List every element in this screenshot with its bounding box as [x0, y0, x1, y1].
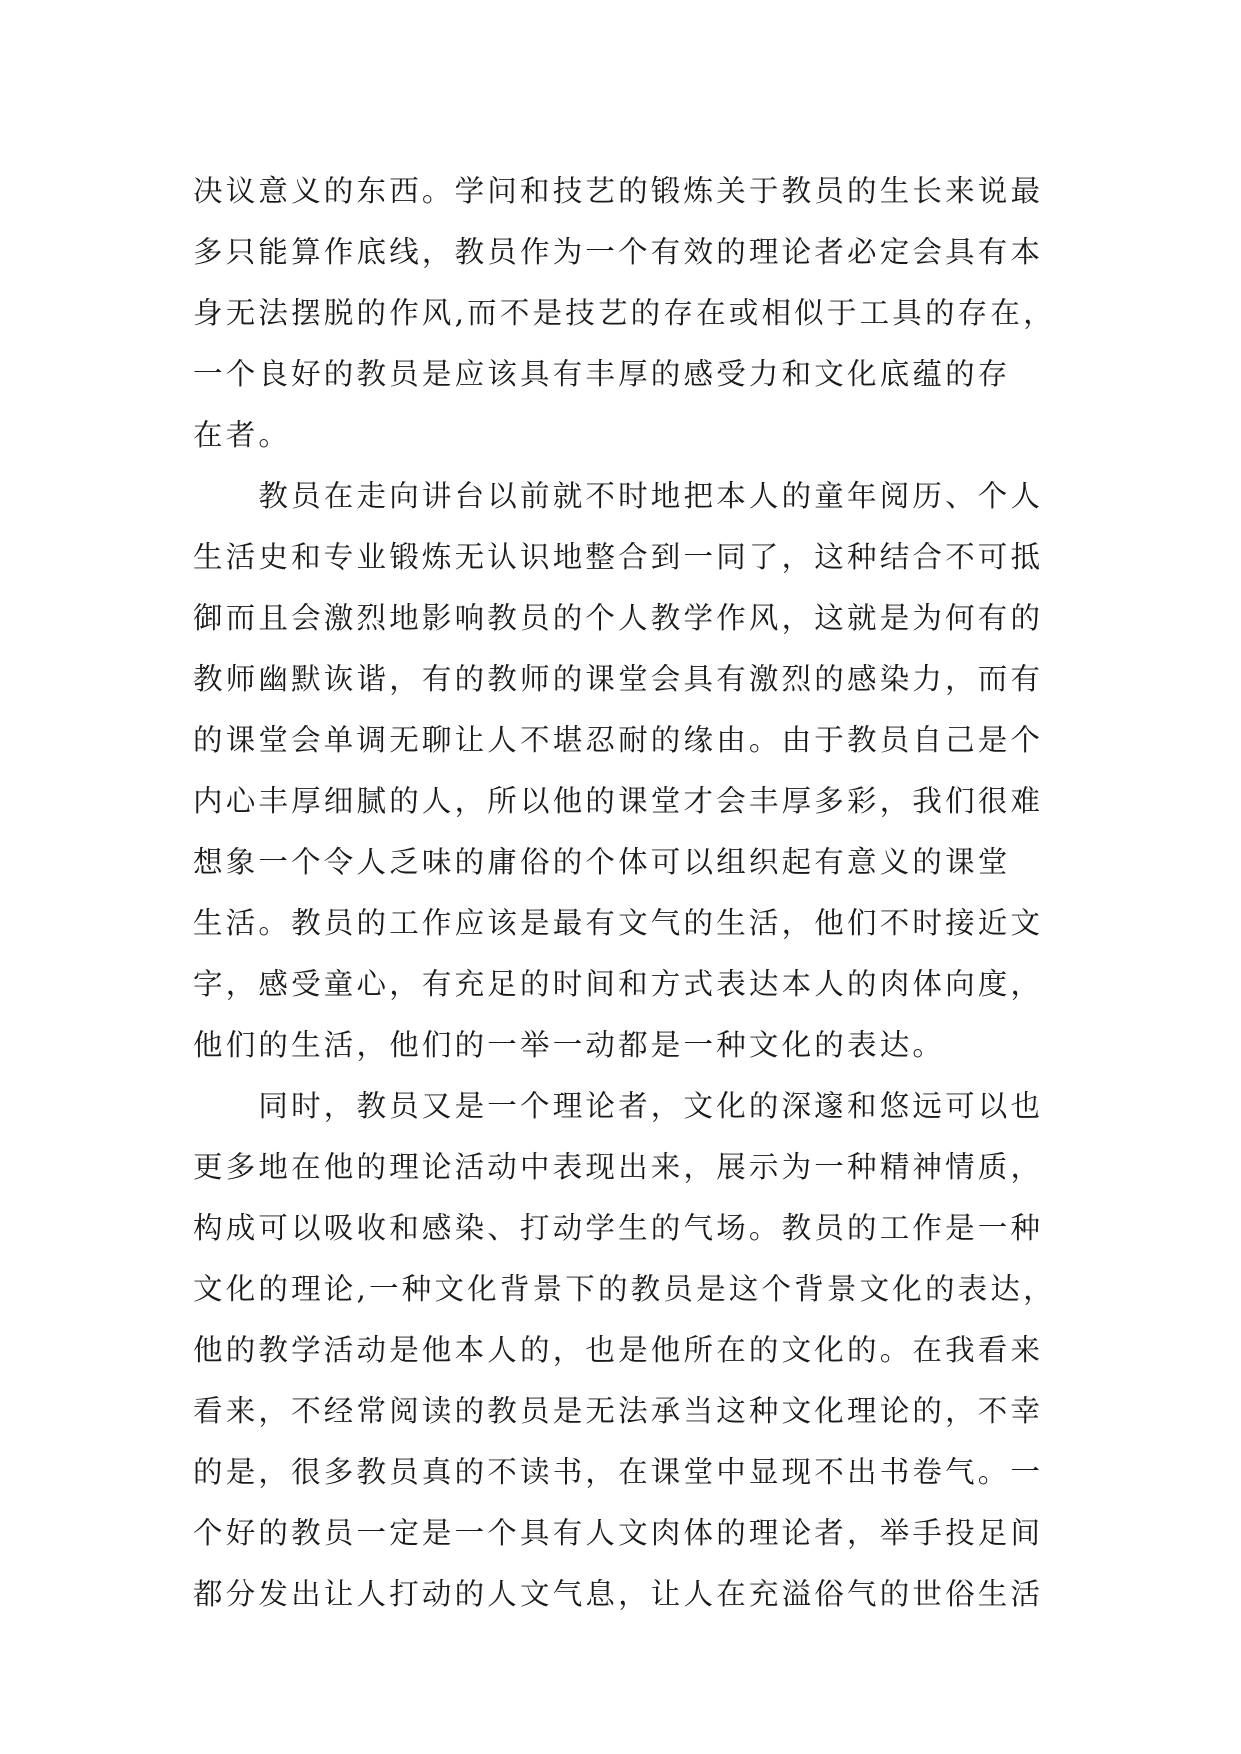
text-line: 想象一个令人乏味的庸俗的个体可以组织起有意义的课堂	[193, 845, 1011, 879]
text-line: 个好的教员一定是一个具有人文肉体的理论者，举手投足间	[193, 1516, 1044, 1550]
text-line: 教员在走向讲台以前就不时地把本人的童年阅历、个人	[193, 479, 1044, 513]
text-line: 字，感受童心，有充足的时间和方式表达本人的肉体向度，	[193, 967, 1044, 1001]
text-line: 更多地在他的理论活动中表现出来，展示为一种精神情质，	[193, 1150, 1044, 1184]
text-line: 他的教学活动是他本人的，也是他所在的文化的。在我看来	[193, 1333, 1044, 1367]
text-line: 的课堂会单调无聊让人不堪忍耐的缘由。由于教员自己是个	[193, 723, 1044, 757]
text-line: 看来，不经常阅读的教员是无法承当这种文化理论的，不幸	[193, 1394, 1044, 1428]
text-line: 内心丰厚细腻的人，所以他的课堂才会丰厚多彩，我们很难	[193, 784, 1044, 818]
text-line: 一个良好的教员是应该具有丰厚的感受力和文化底蕴的存	[193, 357, 1011, 391]
text-line: 在者。	[193, 418, 292, 452]
body-text	[193, 161, 1093, 1625]
text-line: 决议意义的东西。学问和技艺的锻炼关于教员的生长来说最	[193, 174, 1044, 208]
text-line: 御而且会激烈地影响教员的个人教学作风，这就是为何有的	[193, 601, 1044, 635]
text-line: 生活史和专业锻炼无认识地整合到一同了，这种结合不可抵	[193, 540, 1044, 574]
text-line: 都分发出让人打动的人文气息，让人在充溢俗气的世俗生活	[193, 1577, 1044, 1611]
text-line: 文化的理论,一种文化背景下的教员是这个背景文化的表达，	[193, 1272, 1056, 1306]
text-line: 的是，很多教员真的不读书，在课堂中显现不出书卷气。一	[193, 1455, 1044, 1489]
text-line: 身无法摆脱的作风,而不是技艺的存在或相似于工具的存在，	[193, 296, 1056, 330]
text-line: 多只能算作底线，教员作为一个有效的理论者必定会具有本	[193, 235, 1044, 269]
text-line: 同时，教员又是一个理论者，文化的深邃和悠远可以也	[193, 1089, 1044, 1123]
text-line: 教师幽默诙谐，有的教师的课堂会具有激烈的感染力，而有	[193, 662, 1044, 696]
text-line: 构成可以吸收和感染、打动学生的气场。教员的工作是一种	[193, 1211, 1044, 1245]
text-line: 他们的生活，他们的一举一动都是一种文化的表达。	[193, 1028, 946, 1062]
text-line: 生活。教员的工作应该是最有文气的生活，他们不时接近文	[193, 906, 1044, 940]
